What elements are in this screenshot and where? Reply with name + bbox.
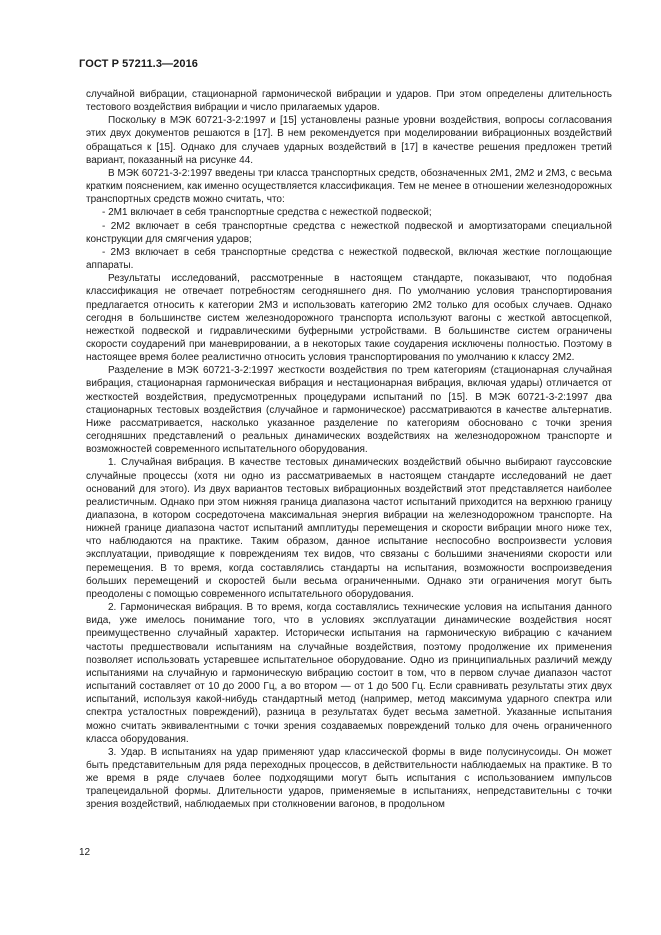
paragraph: Поскольку в МЭК 60721-3-2:1997 и [15] установлены разные уровни воздействия, вопросы согласования этих двух документов решаются в [17]. В нем рекомендуется при моделировании вибрационных воздействий обращаться к [15]. Однако для случаев ударных воздействий в [17] в качестве решения предложен третий вариант, показанный на рисунке 44. [86, 115, 612, 166]
list-item: - 2М3 включает в себя транспортные средства с нежесткой подвеской, включая жесткие поглощающие аппараты. [86, 246, 612, 272]
document-header: ГОСТ Р 57211.3—2016 [79, 58, 199, 70]
paragraph: 3. Удар. В испытаниях на удар применяют удар классической формы в виде полусинусоиды. Он может быть представительным для ряда переходных процессов, в действительности наблюдаемых на практике. В то же время в ряде случаев более подходящими могут быть испытания с использованием импульсов трапецеидальной формы. Длительности ударов, применяемые в испытаниях, непредставительны с точки зрения воздействий, наблюдаемых при столкновении вагонов, в продольном [86, 746, 612, 811]
list-item: - 2М2 включает в себя транспортные средства с нежесткой подвеской и амортизаторами специальной конструкции для смягчения ударов; [86, 220, 612, 245]
paragraph: случайной вибрации, стационарной гармонической вибрации и ударов. При этом определены длительность тестового воздействия вибрации и число прилагаемых ударов. [86, 89, 612, 114]
paragraph: В МЭК 60721-3-2:1997 введены три класса транспортных средств, обозначенных 2М1, 2М2 и 2М3, с весьма кратким пояснением, как именно осуществляется классификация. Тем не менее в отношении железнодорожных транспортных средств можно считать, что: [86, 167, 612, 206]
paragraph: 2. Гармоническая вибрация. В то время, когда составлялись технические условия на испытания данного вида, уже имелось понимание того, что в условиях эксплуатации динамические воздействия носят преимущественно случайный характер. Исторически испытания на гармоническую вибрацию с качанием частоты предшествовали испытаниям на случайные воздействия, поэтому продолжение их применения позволяет использовать устаревшее испытательное оборудование. Одно из принципиальных различий между испытаниями на случайную и гармоническую вибрацию состоит в том, что в первом случае диапазон частот испытаний составляет от 10 до 2000 Гц, а во втором — от 1 до 500 Гц. Если сравнивать результаты этих двух испытаний, используя какой-нибудь стандартный метод (например, метод максимума ударного спектра или спектра усталостных повреждений), разница в результатах будет весьма заметной. Указанные испытания можно считать эквивалентными с точки зрения создаваемых повреждений только для очень ограниченного класса оборудования. [86, 602, 612, 745]
paragraph: Разделение в МЭК 60721-3-2:1997 жесткости воздействия по трем категориям (стационарная случайная вибрация, стационарная гармоническая вибрация и нестационарная вибрация, включая удары) отличается от жесткостей воздействия, предусмотренных процедурами испытаний по [15]. В МЭК 60721-3-2:1997 два стационарных тестовых воздействия (случайное и гармоническое) рассматриваются в качестве альтернатив. Ниже рассматривается, насколько указанное разделение по категориям обосновано с точки зрения сегодняшних представлений о реальных динамических воздействиях на железнодорожном транспорте и возможностей современного испытательного оборудования. [86, 365, 612, 456]
paragraph: Результаты исследований, рассмотренные в настоящем стандарте, показывают, что подобная классификация не отвечает потребностям сегодняшнего дня. По умолчанию условия транспортирования предлагается относить к категории 2М3 и использовать категорию 2М2 только для особых случаев. Однако сегодня в большинстве систем железнодорожного транспорта используют вагоны с жесткой автосцепкой, нежесткой подвеской и гидравлическими буферными устройствами. В большинстве систем ограничены скорости соударений при маневрировании, а в некоторых такие соударения исключены полностью. Поэтому в настоящее время более реалистично относить условия транспортирования по умолчанию к классу 2М2. [86, 273, 612, 364]
list-item: - 2М1 включает в себя транспортные средства с нежесткой подвеской; [102, 207, 432, 219]
paragraph: 1. Случайная вибрация. В качестве тестовых динамических воздействий обычно выбирают гауссовские случайные процессы (хотя ни одно из рассматриваемых в настоящем стандарте исследований не дает оснований для этого). Из двух вариантов тестовых вибрационных воздействий этот представляется наиболее реалистичным. Однако при этом нижняя граница диапазона частот испытаний приходится на верхнюю границу диапазона, в котором сосредоточена максимальная энергия вибрации на железнодорожном транспорте. На нижней границе диапазона частот испытаний амплитуды перемещения и скорости вибрации много ниже тех, что наблюдаются на практике. Таким образом, данное испытание неспособно воспроизвести условия эксплуатации, приводящие к повреждениям тех видов, что связаны с большими значениями скорости или перемещения. В то время, когда составлялись стандарты на испытания, возможности воспроизведения больших перемещений и скоростей были весьма ограниченными. Однако эти ограничения могут быть преодолены с помощью современного испытательного оборудования. [86, 457, 612, 600]
page-number: 12 [79, 847, 91, 858]
body-text [86, 88, 612, 812]
